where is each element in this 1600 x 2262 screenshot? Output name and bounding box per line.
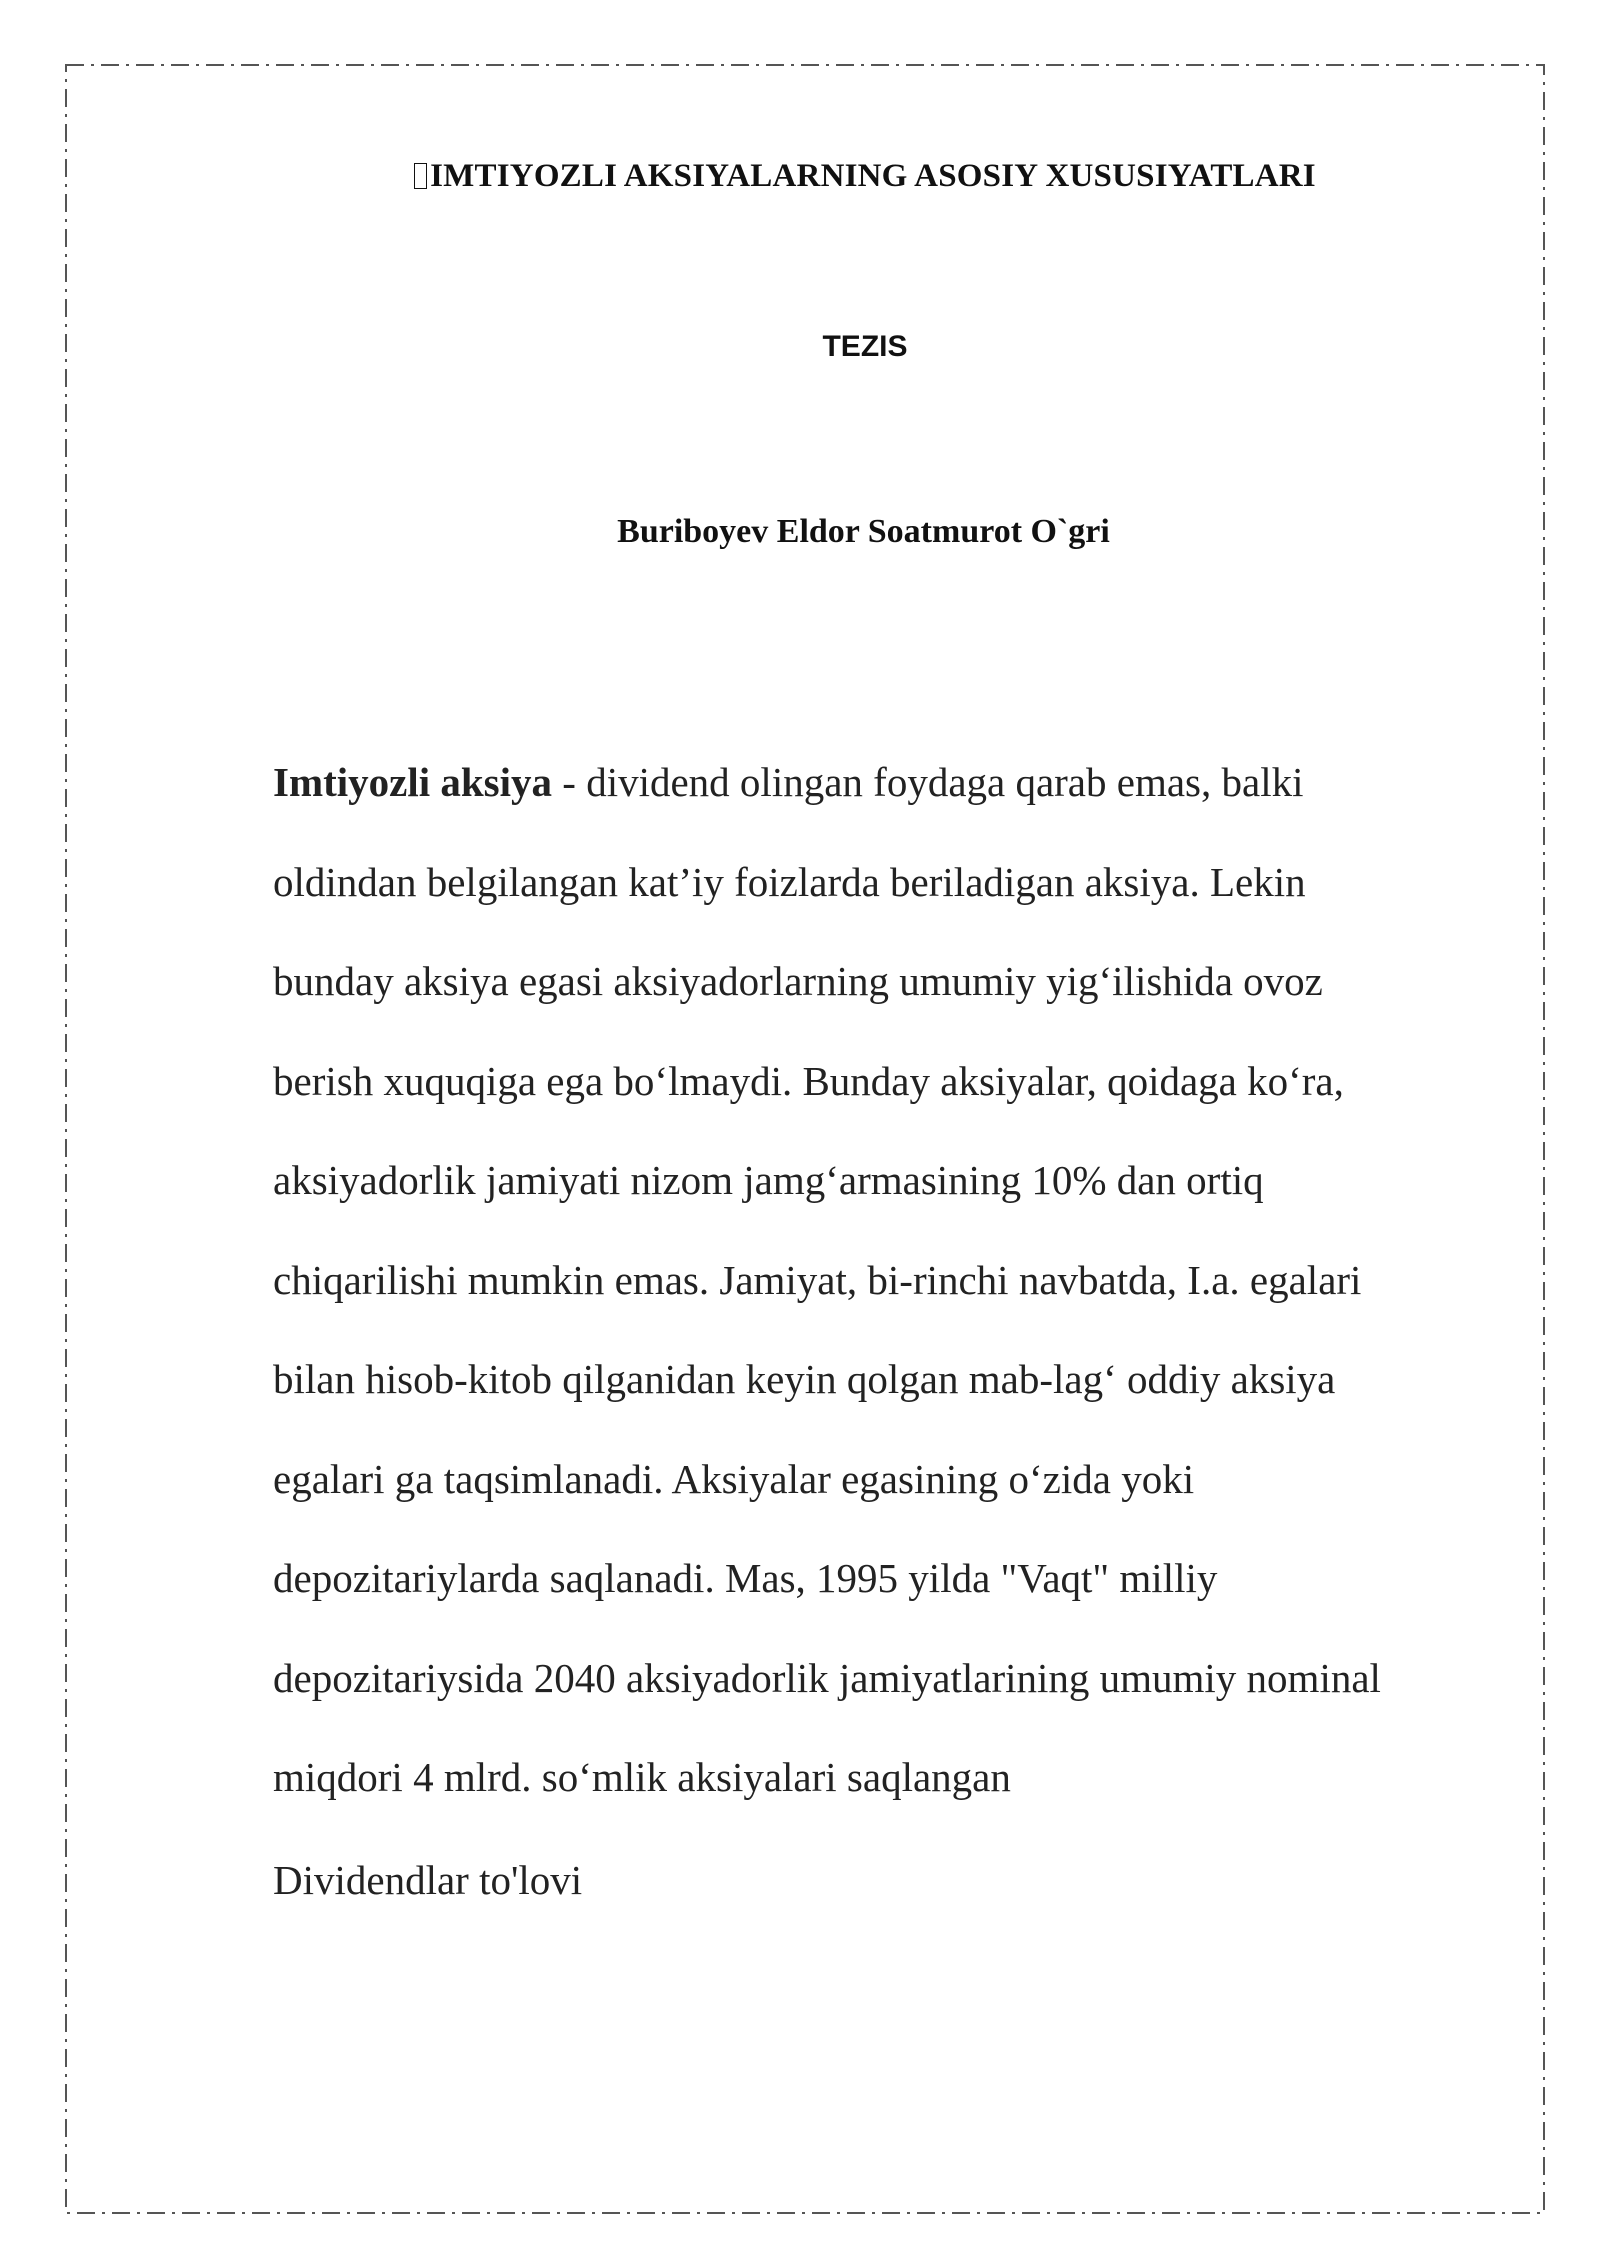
document-subtitle: TEZIS (822, 330, 908, 363)
paragraph-line: depozitariysida 2040 aksiyadorlik jamiyatlarining umumiy nominal (273, 1654, 1381, 1701)
missing-glyph-icon (414, 163, 427, 189)
paragraph-line: aksiyadorlik jamiyati nizom jamg‘armasining 10% dan ortiq (273, 1157, 1264, 1203)
defined-term: Imtiyozli aksiya (273, 759, 553, 805)
author-name: Buriboyev Eldor Soatmurot O`gri (617, 513, 1110, 550)
paragraph-line: chiqarilishi mumkin emas. Jamiyat, bi-rinchi navbatda, I.a. egalari (273, 1256, 1362, 1303)
paragraph-line: berish xuquqiga ega bo‘lmaydi. Bunday aksiyalar, qoidaga ko‘ra, (273, 1057, 1344, 1104)
paragraph-line-text: - dividend olingan foydaga qarab emas, balki (552, 759, 1304, 805)
body-paragraph (273, 733, 1473, 1828)
paragraph-line: egalari ga taqsimlanadi. Aksiyalar egasining o‘zida yoki (273, 1455, 1195, 1502)
paragraph-line: oldindan belgilangan kat’iy foizlarda beriladigan aksiya. Lekin (273, 858, 1306, 905)
document-title (65, 158, 1600, 195)
document-title-text: IMTIYOZLI AKSIYALARNING ASOSIY XUSUSIYATLARI (430, 158, 1316, 194)
section-heading: Dividendlar to'lovi (273, 1857, 583, 1903)
paragraph-line (273, 733, 1473, 833)
paragraph-line: bunday aksiya egasi aksiyadorlarning umumiy yig‘ilishida ovoz (273, 958, 1323, 1004)
paragraph-line: depozitariylarda saqlanadi. Mas, 1995 yilda "Vaqt" milliy (273, 1555, 1218, 1601)
paragraph-line: bilan hisob-kitob qilganidan keyin qolgan mab-lag‘ oddiy aksiya (273, 1356, 1336, 1402)
paragraph-line: miqdori 4 mlrd. so‘mlik aksiyalari saqlangan (273, 1754, 1011, 1800)
